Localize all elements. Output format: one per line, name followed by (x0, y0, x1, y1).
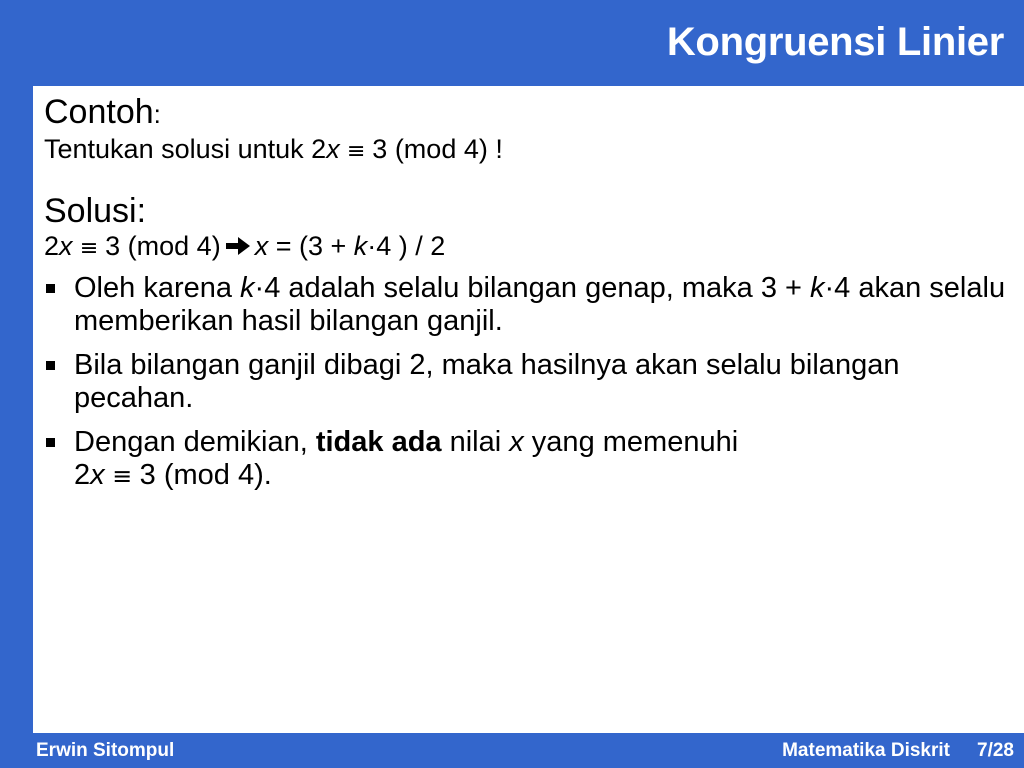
slide-content (33, 86, 1024, 733)
list-item (44, 272, 1014, 338)
equation-part: 2 (44, 231, 60, 261)
variable-x: x (254, 231, 269, 261)
dot-operator: · (254, 272, 265, 304)
dot-operator: · (824, 272, 835, 304)
page-number: 7/28 (977, 740, 1014, 761)
equation-part: 3 (mod 4) (105, 231, 221, 261)
bullet-text: Oleh karena (74, 272, 241, 304)
variable-x: x (509, 426, 524, 458)
variable-x: x (59, 231, 73, 261)
question-part: Tentukan solusi untuk 2 (44, 134, 327, 164)
variable-x: x (326, 134, 340, 164)
bullet-text: yang memenuhi (523, 426, 739, 458)
variable-k: k (353, 231, 368, 261)
variable-k: k (240, 272, 255, 304)
square-bullet-icon (46, 284, 55, 293)
footer-bar (0, 733, 1024, 768)
congruence-symbol: ≡ (339, 138, 373, 164)
congruence-symbol: ≡ (104, 462, 140, 490)
footer-author: Erwin Sitompul (36, 740, 175, 761)
square-bullet-icon (46, 361, 55, 370)
solution-equation (44, 230, 445, 264)
equation-part: 4 ) / 2 (376, 231, 446, 261)
congruence-symbol: ≡ (72, 235, 106, 261)
question-part: 3 (mod 4) ! (372, 134, 503, 164)
title-bar (0, 0, 1024, 86)
bullet-text: 4 akan selalu memberikan hasil bilangan ganjil. (74, 272, 1006, 337)
list-item (44, 426, 1014, 493)
solution-heading: Solusi: (44, 192, 147, 230)
bullet-text: Dengan demikian, (74, 426, 316, 458)
variable-k: k (810, 272, 825, 304)
bullet-text: 2 (74, 459, 91, 491)
bullet-text: nilai (441, 426, 510, 458)
bullet-text: 4 adalah selalu bilangan genap, maka 3 + (264, 272, 810, 304)
emphasis-text: tidak ada (315, 426, 442, 458)
solution-bullets (44, 272, 1014, 504)
example-heading (44, 92, 161, 134)
right-arrow-icon (225, 232, 251, 264)
square-bullet-icon (46, 438, 55, 447)
variable-x: x (90, 459, 105, 491)
example-heading-colon: : (153, 99, 161, 129)
slide-title: Kongruensi Linier (666, 20, 1004, 64)
bullet-text: Bila bilangan ganjil dibagi 2, maka hasilnya akan selalu bilangan pecahan. (74, 349, 900, 414)
equation-part: = (3 + (268, 231, 354, 261)
example-question (44, 133, 503, 167)
footer-course: Matematika Diskrit (782, 740, 950, 761)
dot-operator: · (367, 231, 377, 261)
list-item (44, 349, 1014, 415)
bullet-text: 3 (mod 4). (139, 459, 272, 491)
example-heading-text: Contoh (44, 93, 154, 131)
